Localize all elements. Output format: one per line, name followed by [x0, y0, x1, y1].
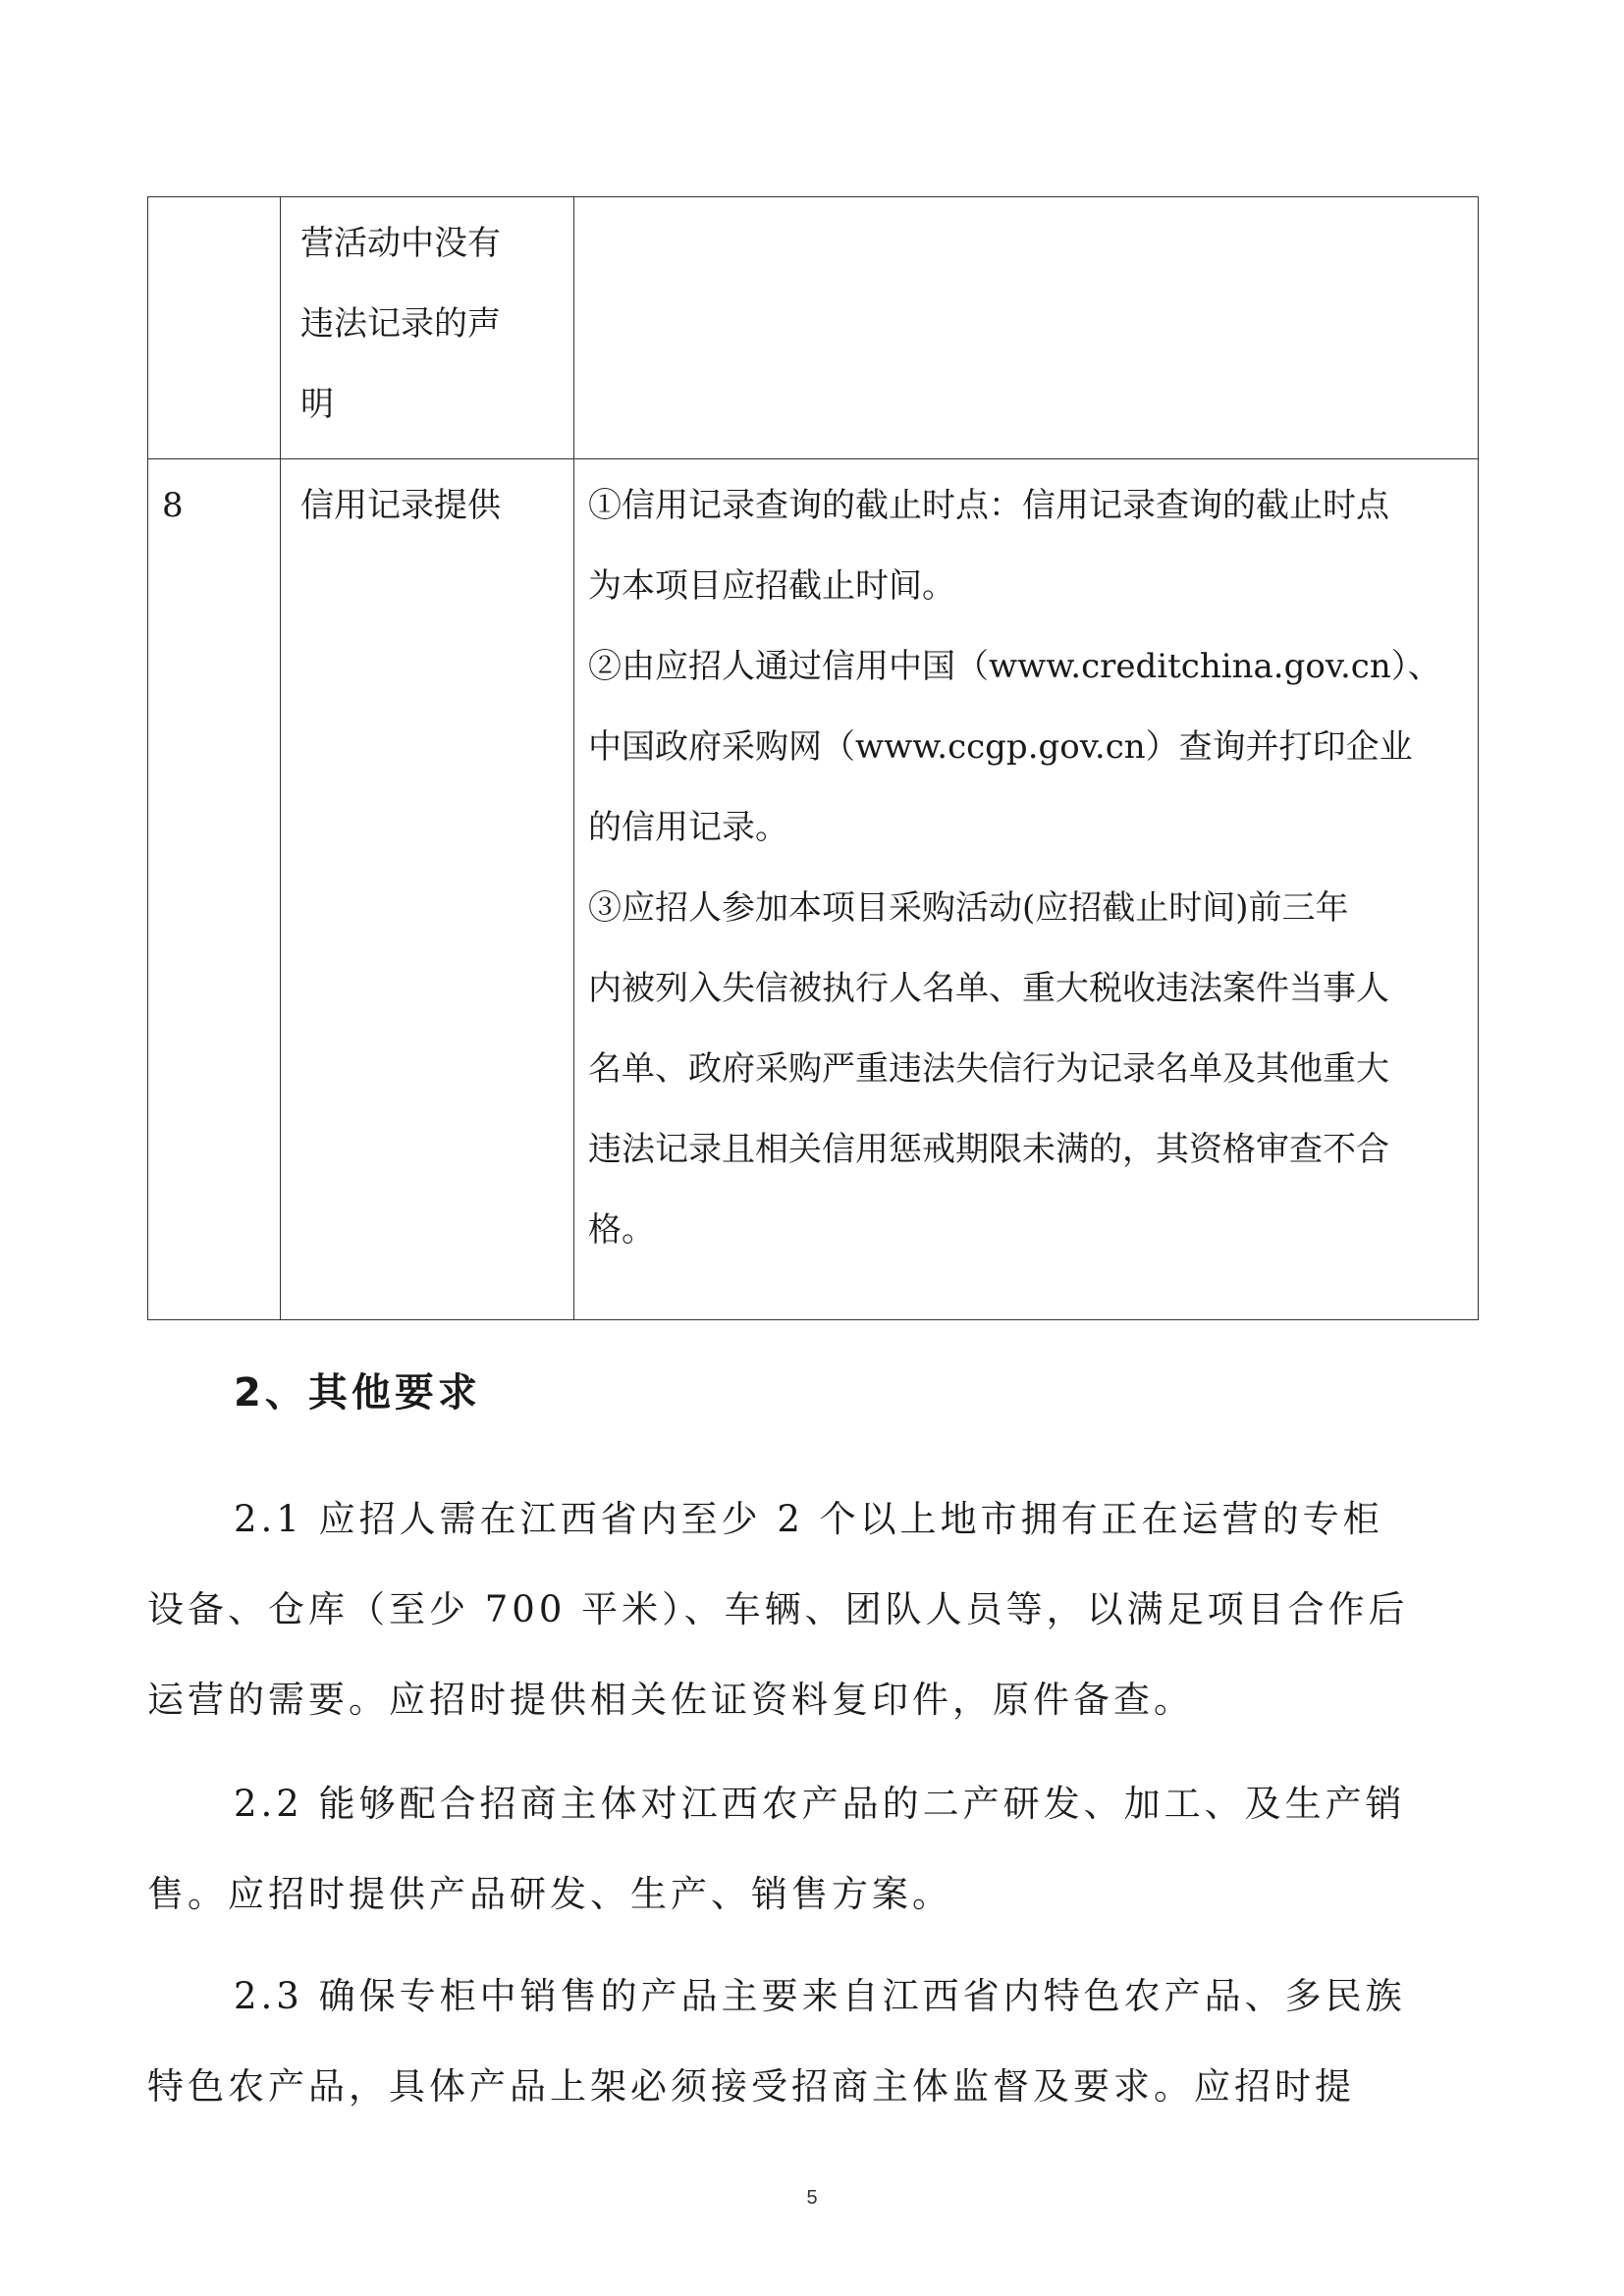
requirements-table: [147, 196, 1479, 1320]
description-line: 名单、政府采购严重违法失信行为记录名单及其他重大: [588, 1049, 1389, 1089]
paragraph-line: 2.1 应招人需在江西省内至少 2 个以上地市拥有正在运营的专柜: [234, 1498, 1383, 1540]
paragraph-line: 2.3 确保专柜中销售的产品主要来自江西省内特色农产品、多民族: [234, 1975, 1406, 2017]
page-number: 5: [806, 2187, 818, 2209]
table-row-continued: [148, 197, 1479, 459]
description-line: ①信用记录查询的截止时点：信用记录查询的截止时点: [588, 486, 1389, 525]
item-name-line: 违法记录的声: [300, 304, 501, 344]
description-line: 格。: [588, 1210, 655, 1250]
row-number-cell: 8: [148, 459, 281, 1320]
paragraph-line: 售。应招时提供产品研发、生产、销售方案。: [147, 1873, 952, 1915]
description-line: ③应招人参加本项目采购活动(应招截止时间)前三年: [588, 888, 1349, 928]
paragraph-2-2: [147, 1759, 1479, 1940]
description-cell: [574, 459, 1479, 1320]
description-line: 内被列入失信被执行人名单、重大税收违法案件当事人: [588, 969, 1389, 1008]
item-name-line: 信用记录提供: [300, 486, 501, 525]
paragraph-line: 运营的需要。应招时提供相关佐证资料复印件，原件备查。: [147, 1679, 1194, 1721]
row-number-cell: [148, 197, 281, 459]
paragraph-line: 特色农产品，具体产品上架必须接受招商主体监督及要求。应招时提: [147, 2065, 1355, 2108]
table-row-8: [148, 459, 1479, 1320]
item-name-line: 明: [300, 385, 334, 424]
paragraph-line: 设备、仓库（至少 700 平米）、车辆、团队人员等，以满足项目合作后: [147, 1588, 1409, 1630]
section-heading: 2、其他要求: [234, 1370, 481, 1415]
item-name-cell: [281, 459, 574, 1320]
item-name-line: 营活动中没有: [300, 224, 501, 263]
description-cell: [574, 197, 1479, 459]
description-line: 的信用记录。: [588, 808, 788, 847]
description-line: 为本项目应招截止时间。: [588, 566, 955, 606]
description-line: 中国政府采购网（www.ccgp.gov.cn）查询并打印企业: [588, 727, 1413, 767]
paragraph-line: 2.2 能够配合招商主体对江西农产品的二产研发、加工、及生产销: [234, 1783, 1406, 1825]
description-line: ②由应招人通过信用中国（www.creditchina.gov.cn）、: [588, 647, 1441, 686]
paragraph-2-1: [147, 1474, 1479, 1745]
description-line: 违法记录且相关信用惩戒期限未满的，其资格审查不合: [588, 1130, 1389, 1169]
item-name-cell: [281, 197, 574, 459]
paragraph-2-3: [147, 1951, 1479, 2132]
